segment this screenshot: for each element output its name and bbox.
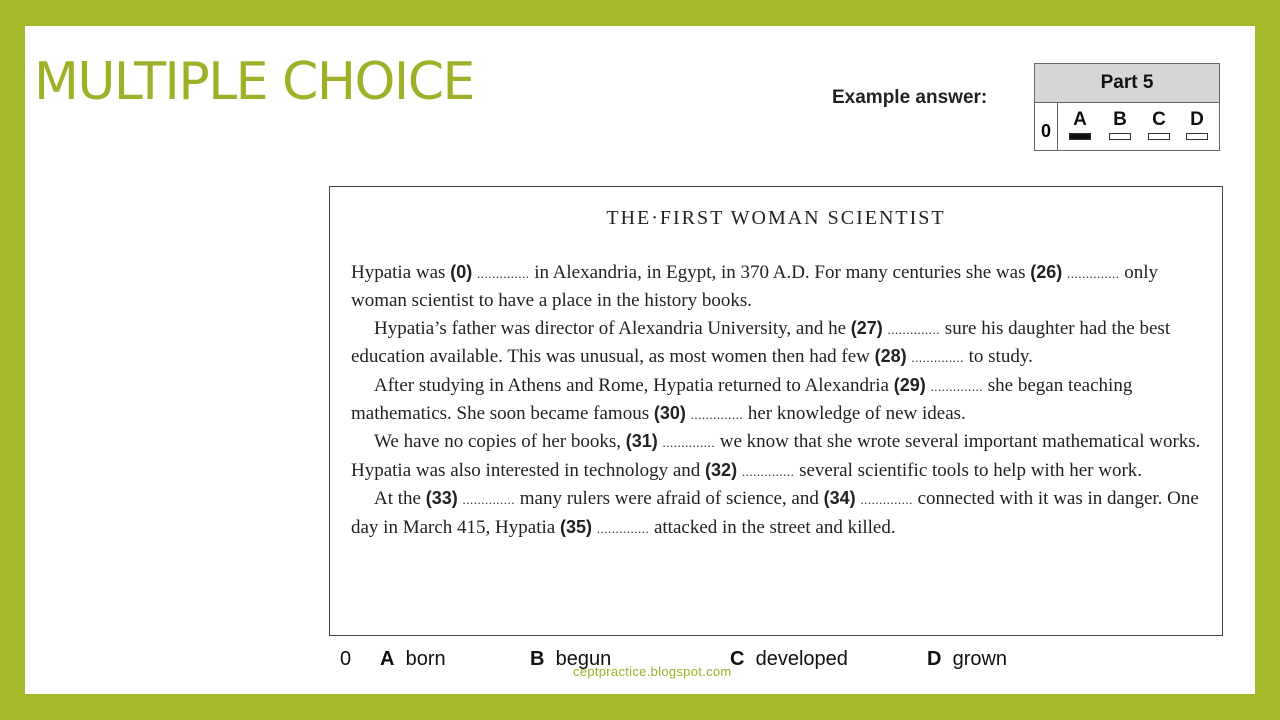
choice-word: begun	[555, 648, 612, 670]
choice-word: developed	[755, 648, 848, 670]
choice-word: grown	[952, 648, 1008, 670]
choice-letter: C	[730, 648, 745, 670]
choice-word: born	[405, 648, 446, 670]
option-letter: B	[1113, 109, 1127, 130]
answer-mark-empty	[1148, 133, 1170, 140]
option-c	[1146, 109, 1172, 140]
gap-blank: ..............	[596, 520, 650, 536]
answer-row	[1035, 103, 1219, 151]
gap-blank: ..............	[476, 266, 530, 281]
gap-blank: ..............	[930, 378, 984, 394]
example-answer-box	[1034, 63, 1220, 151]
option-a	[1067, 109, 1093, 140]
gap-blank: ..............	[911, 350, 964, 366]
option-b	[1107, 109, 1133, 140]
gap-blank: ..............	[887, 321, 941, 337]
passage-paragraph: Hypatia’s father was director of Alexandria University, and he (27) .............. sure his daughter had the best education available. This was unusual, as most women then had few (28) .............. to study.	[351, 317, 1171, 368]
gap-blank: ..............	[662, 435, 715, 451]
passage-body	[351, 259, 1211, 542]
gap-blank: ..............	[1067, 266, 1120, 281]
gap-number: (30)	[653, 403, 686, 424]
gap-number: (27)	[850, 317, 883, 338]
gap-blank: ..............	[690, 407, 744, 423]
choice-letter: D	[927, 648, 942, 670]
option-d	[1184, 109, 1210, 140]
gap-blank: ..............	[741, 463, 795, 479]
passage-paragraph: At the (33) .............. many rulers were afraid of science, and (34) .............. connected with it was in danger. One day in March 415, Hypatia (35) .............. attacked in the street and killed.	[351, 488, 1199, 538]
passage-paragraph: We have no copies of her books, (31) .............. we know that she wrote several important mathematical works. Hypatia was also interested in technology and (32) .............. several scientific tools to help with her work.	[351, 431, 1201, 481]
passage-title: THE·FIRST WOMAN SCIENTIST	[606, 207, 946, 229]
option-letter: A	[1073, 109, 1087, 130]
choice-c	[730, 648, 848, 671]
answer-mark-empty	[1109, 133, 1131, 140]
gap-number: (0)	[450, 262, 473, 282]
answer-mark-filled	[1069, 133, 1091, 140]
passage-box	[329, 186, 1223, 636]
passage-paragraph: After studying in Athens and Rome, Hypatia returned to Alexandria (29) .............. she began teaching mathematics. She soon became famous (30) .............. her knowledge of new ideas.	[351, 374, 1133, 425]
choice-letter: B	[530, 648, 545, 670]
question-number: 0	[1035, 103, 1058, 151]
gap-number: (35)	[559, 516, 592, 537]
gap-number: (33)	[425, 488, 458, 509]
gap-number: (31)	[625, 431, 658, 452]
gap-blank: ..............	[462, 492, 515, 508]
gap-number: (32)	[705, 459, 738, 480]
choice-a	[380, 648, 446, 671]
gap-number: (28)	[874, 346, 907, 367]
option-letter: D	[1190, 109, 1204, 130]
option-letter: C	[1152, 109, 1166, 130]
choice-letter: A	[380, 648, 395, 670]
part-header: Part 5	[1035, 64, 1219, 103]
choice-d	[927, 648, 1007, 671]
example-answer-label: Example answer:	[832, 87, 988, 108]
answer-mark-empty	[1186, 133, 1208, 140]
slide-title: MULTIPLE CHOICE	[34, 52, 474, 112]
gap-number: (29)	[893, 374, 926, 395]
gap-number: (26)	[1030, 262, 1063, 282]
gap-number: (34)	[823, 488, 856, 509]
gap-blank: ..............	[860, 492, 913, 508]
passage-paragraph: Hypatia was (0) .............. in Alexandria, in Egypt, in 370 A.D. For many centuries she was (26) .............. only woman scientist to have a place in the history books.	[351, 262, 1159, 312]
choice-question-number: 0	[340, 648, 352, 670]
watermark: ceptpractice.blogspot.com	[573, 664, 732, 679]
slide	[25, 26, 1255, 694]
